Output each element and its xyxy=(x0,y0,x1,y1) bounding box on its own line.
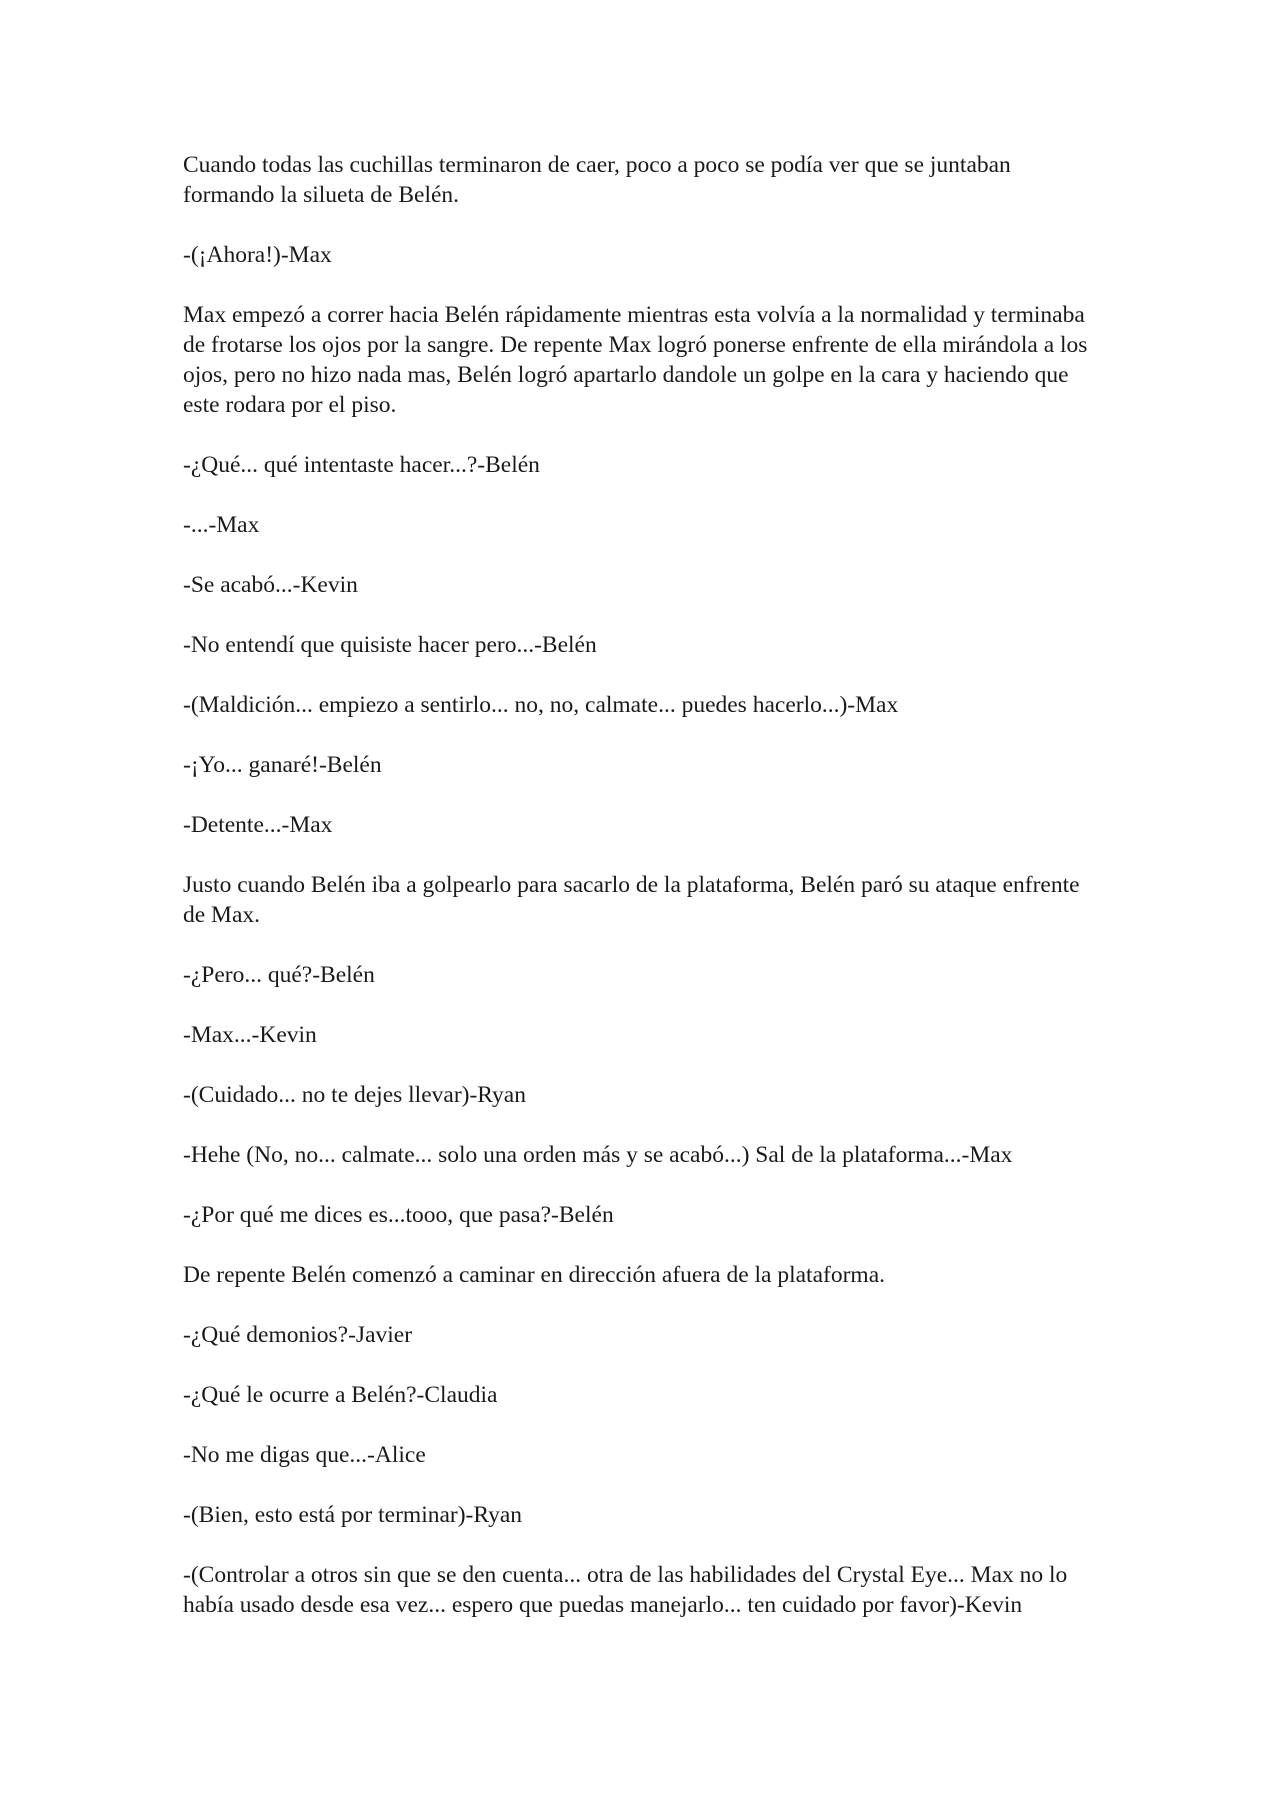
paragraph: -(¡Ahora!)-Max xyxy=(183,242,332,268)
paragraph: -...-Max xyxy=(183,512,260,538)
paragraph: De repente Belén comenzó a caminar en dirección afuera de la plataforma. xyxy=(183,1262,886,1288)
document-body xyxy=(183,150,1103,1650)
paragraph: -¿Por qué me dices es...tooo, que pasa?-Belén xyxy=(183,1202,614,1228)
paragraph: -(Controlar a otros sin que se den cuenta... otra de las habilidades del Crystal Eye... Max no lo había usado desde esa vez... espero que puedas manejarlo... ten cuidado por favor)-Kevin xyxy=(183,1562,1068,1618)
paragraph: -¿Qué le ocurre a Belén?-Claudia xyxy=(183,1382,498,1408)
paragraph: -¿Qué demonios?-Javier xyxy=(183,1322,413,1348)
paragraph: -(Cuidado... no te dejes llevar)-Ryan xyxy=(183,1082,526,1108)
paragraph: -(Maldición... empiezo a sentirlo... no, no, calmate... puedes hacerlo...)-Max xyxy=(183,692,899,718)
paragraph: Justo cuando Belén iba a golpearlo para sacarlo de la plataforma, Belén paró su ataque enfrente de Max. xyxy=(183,872,1080,928)
paragraph: Max empezó a correr hacia Belén rápidamente mientras esta volvía a la normalidad y terminaba de frotarse los ojos por la sangre. De repente Max logró ponerse enfrente de ella mirándola a los ojos, pero no hizo nada mas, Belén logró apartarlo dandole un golpe en la cara y haciendo que este rodara por el piso. xyxy=(183,302,1088,418)
paragraph: -No me digas que...-Alice xyxy=(183,1442,426,1468)
paragraph: -Se acabó...-Kevin xyxy=(183,572,358,598)
paragraph: -Hehe (No, no... calmate... solo una orden más y se acabó...) Sal de la plataforma...-Max xyxy=(183,1142,1013,1168)
paragraph: -No entendí que quisiste hacer pero...-Belén xyxy=(183,632,597,658)
paragraph: -¡Yo... ganaré!-Belén xyxy=(183,752,382,778)
paragraph: -Detente...-Max xyxy=(183,812,333,838)
paragraph: -¿Pero... qué?-Belén xyxy=(183,962,375,988)
paragraph: Cuando todas las cuchillas terminaron de caer, poco a poco se podía ver que se juntaban formando la silueta de Belén. xyxy=(183,152,1011,208)
paragraph: -(Bien, esto está por terminar)-Ryan xyxy=(183,1502,523,1528)
paragraph: -¿Qué... qué intentaste hacer...?-Belén xyxy=(183,452,540,478)
paragraph: -Max...-Kevin xyxy=(183,1022,317,1048)
